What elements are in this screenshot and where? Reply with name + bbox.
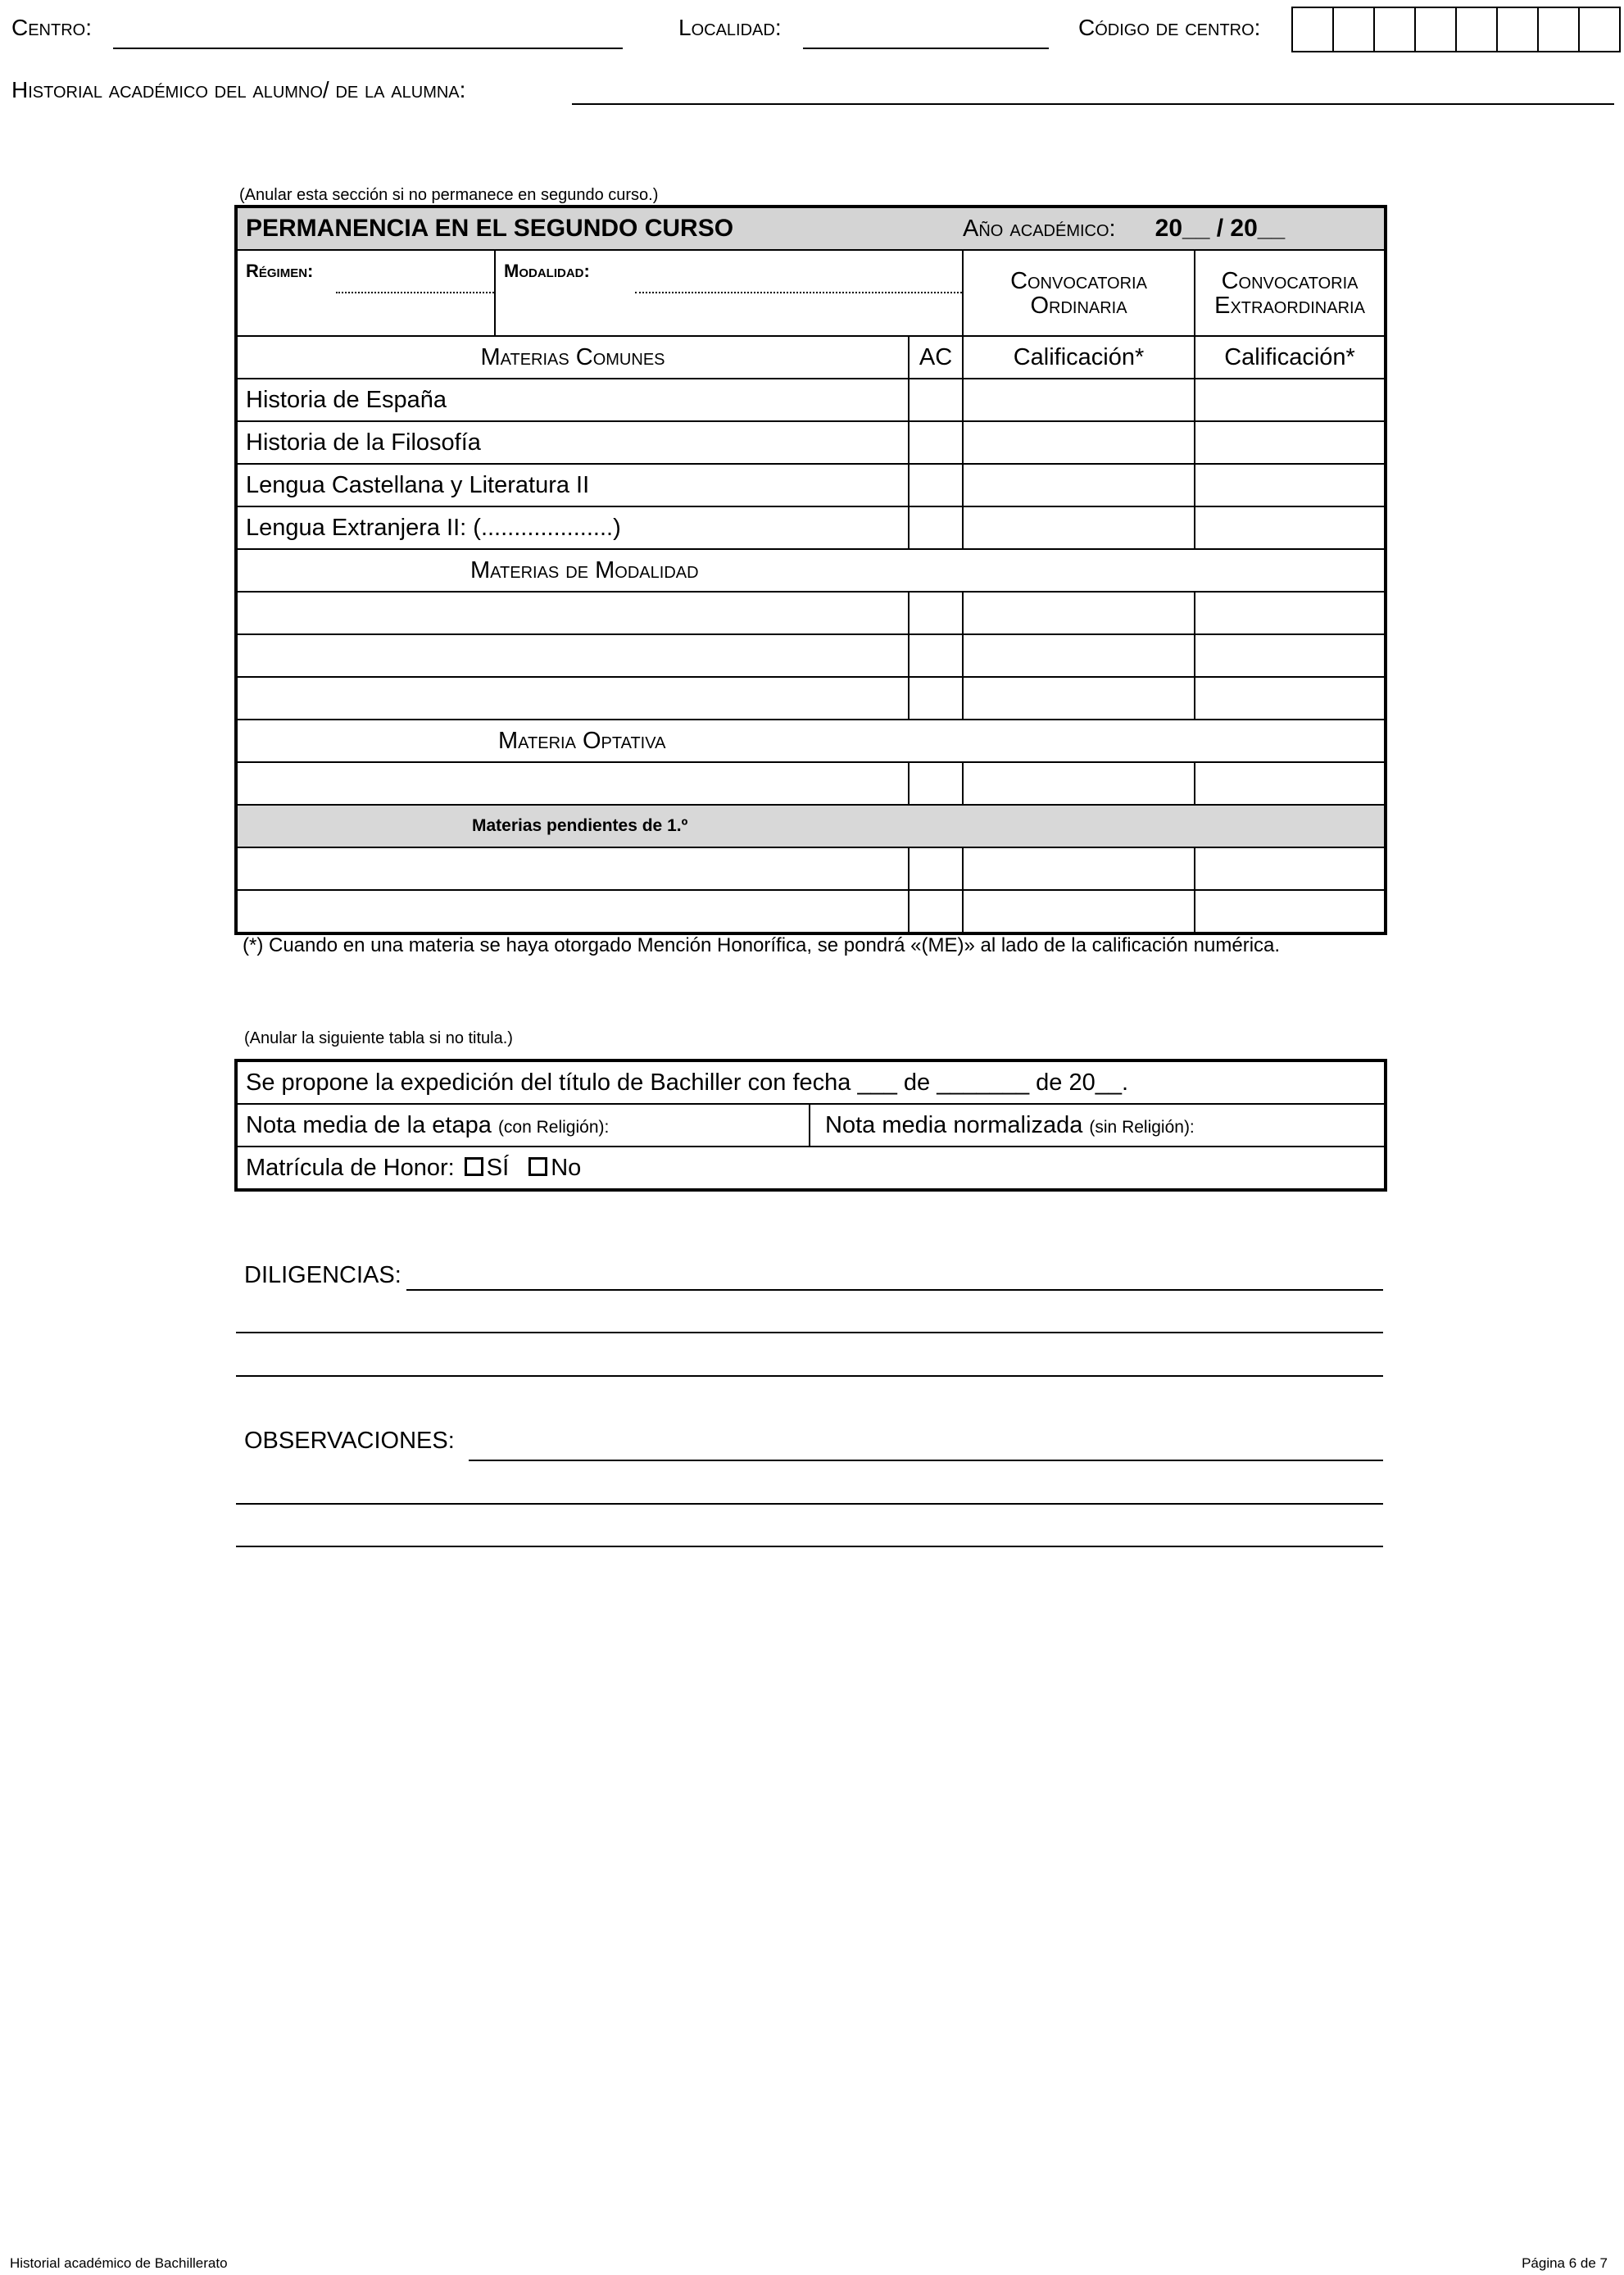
- code-cell[interactable]: [1457, 8, 1498, 51]
- localidad-label: Localidad:: [678, 15, 782, 40]
- observaciones-line[interactable]: [469, 1460, 1383, 1461]
- nota-normalizada-small: (sin Religión):: [1089, 1117, 1195, 1137]
- code-cell[interactable]: [1375, 8, 1416, 51]
- materias-modalidad-header: Materias de Modalidad: [236, 549, 1386, 592]
- historial-field[interactable]: [572, 103, 1614, 105]
- ord-cell[interactable]: [963, 847, 1195, 890]
- table-row: [236, 762, 1386, 805]
- ac-cell[interactable]: [909, 379, 963, 421]
- no-checkbox[interactable]: [528, 1157, 547, 1176]
- materia-cell[interactable]: [236, 762, 909, 805]
- code-cell[interactable]: [1416, 8, 1457, 51]
- ext-cell[interactable]: [1195, 421, 1386, 464]
- ext-cell[interactable]: [1195, 506, 1386, 549]
- section1-note: (Anular esta sección si no permanece en segundo curso.): [239, 186, 659, 204]
- titulo-table: [234, 1059, 1387, 1192]
- materia-name: Lengua Castellana y Literatura II: [236, 464, 909, 506]
- materia-cell[interactable]: [236, 847, 909, 890]
- ord-cell[interactable]: [963, 592, 1195, 634]
- materia-cell[interactable]: [236, 677, 909, 720]
- calificacion-footnote: (*) Cuando en una materia se haya otorgado Mención Honorífica, se pondrá «(ME)» al lado de la calificación numérica.: [243, 934, 1281, 956]
- anio-label: Año académico:: [963, 216, 1116, 242]
- ext-cell[interactable]: [1195, 890, 1386, 933]
- footer-title: Historial académico de Bachillerato: [10, 2255, 228, 2271]
- ext-cell[interactable]: [1195, 677, 1386, 720]
- centro-field[interactable]: [113, 48, 623, 49]
- ext-cell[interactable]: [1195, 592, 1386, 634]
- table-row: [236, 634, 1386, 677]
- ord-cell[interactable]: [963, 762, 1195, 805]
- calificacion-ord-header: Calificación*: [963, 336, 1195, 379]
- page-number: Página 6 de 7: [1522, 2255, 1608, 2271]
- ac-cell[interactable]: [909, 592, 963, 634]
- localidad-field[interactable]: [803, 48, 1049, 49]
- materia-name: Lengua Extranjera II: (....................): [236, 506, 909, 549]
- ext-cell[interactable]: [1195, 379, 1386, 421]
- ord-cell[interactable]: [963, 634, 1195, 677]
- code-cell[interactable]: [1580, 8, 1619, 51]
- centro-label: Centro:: [11, 15, 92, 40]
- codigo-centro-boxes[interactable]: [1291, 7, 1621, 52]
- historial-label: Historial académico del alumno/ de la alumna:: [11, 77, 466, 102]
- section2-note: (Anular la siguiente tabla si no titula.): [244, 1029, 513, 1047]
- regimen-field[interactable]: [336, 292, 494, 293]
- nota-media-small: (con Religión):: [497, 1117, 610, 1137]
- code-cell[interactable]: [1539, 8, 1580, 51]
- ext-cell[interactable]: [1195, 847, 1386, 890]
- materia-name: Historia de la Filosofía: [236, 421, 909, 464]
- ord-cell[interactable]: [963, 379, 1195, 421]
- calificacion-ext-header: Calificación*: [1195, 336, 1386, 379]
- nota-normalizada-label: Nota media normalizada: [825, 1111, 1083, 1138]
- table-row: [236, 506, 1386, 549]
- conv-extraordinaria-line1: Convocatoria: [1221, 267, 1359, 294]
- si-checkbox[interactable]: [465, 1157, 483, 1176]
- ac-header: AC: [909, 336, 963, 379]
- materia-optativa-header: Materia Optativa: [236, 720, 1386, 762]
- ext-cell[interactable]: [1195, 762, 1386, 805]
- materias-comunes-header: Materias Comunes: [236, 336, 909, 379]
- table-row: [236, 379, 1386, 421]
- table-row: [236, 464, 1386, 506]
- table-row: [236, 847, 1386, 890]
- materias-pendientes-header: Materias pendientes de 1.º: [236, 805, 1386, 847]
- ord-cell[interactable]: [963, 464, 1195, 506]
- table-row: [236, 677, 1386, 720]
- materia-cell[interactable]: [236, 592, 909, 634]
- conv-ordinaria-line1: Convocatoria: [1010, 267, 1147, 294]
- conv-extraordinaria-line2: Extraordinaria: [1214, 292, 1365, 319]
- diligencias-label: DILIGENCIAS:: [244, 1262, 401, 1288]
- ord-cell[interactable]: [963, 890, 1195, 933]
- diligencias-line[interactable]: [236, 1332, 1383, 1333]
- observaciones-line[interactable]: [236, 1546, 1383, 1547]
- table-row: [236, 592, 1386, 634]
- observaciones-label: OBSERVACIONES:: [244, 1428, 455, 1454]
- ord-cell[interactable]: [963, 506, 1195, 549]
- ac-cell[interactable]: [909, 421, 963, 464]
- si-label: SÍ: [486, 1154, 510, 1181]
- code-cell[interactable]: [1498, 8, 1539, 51]
- no-label: No: [551, 1154, 582, 1181]
- code-cell[interactable]: [1293, 8, 1334, 51]
- nota-media-label: Nota media de la etapa: [246, 1111, 492, 1138]
- table-row: [236, 421, 1386, 464]
- ac-cell[interactable]: [909, 634, 963, 677]
- ac-cell[interactable]: [909, 677, 963, 720]
- ord-cell[interactable]: [963, 421, 1195, 464]
- anio-value[interactable]: 20__ / 20__: [1154, 215, 1286, 242]
- regimen-label: Régimen:: [246, 261, 314, 281]
- ord-cell[interactable]: [963, 677, 1195, 720]
- table-title: PERMANENCIA EN EL SEGUNDO CURSO: [246, 215, 734, 242]
- ext-cell[interactable]: [1195, 464, 1386, 506]
- materia-cell[interactable]: [236, 890, 909, 933]
- code-cell[interactable]: [1334, 8, 1375, 51]
- table-row: [236, 890, 1386, 933]
- modalidad-field[interactable]: [635, 292, 962, 293]
- ac-cell[interactable]: [909, 890, 963, 933]
- ac-cell[interactable]: [909, 464, 963, 506]
- diligencias-line[interactable]: [236, 1375, 1383, 1377]
- diligencias-line[interactable]: [406, 1289, 1383, 1291]
- permanencia-table: [234, 205, 1387, 935]
- codigo-centro-label: Código de centro:: [1078, 15, 1261, 40]
- materia-cell[interactable]: [236, 634, 909, 677]
- materia-name: Historia de España: [236, 379, 909, 421]
- observaciones-line[interactable]: [236, 1503, 1383, 1505]
- conv-ordinaria-line2: Ordinaria: [1030, 292, 1127, 319]
- ext-cell[interactable]: [1195, 634, 1386, 677]
- ac-cell[interactable]: [909, 762, 963, 805]
- ac-cell[interactable]: [909, 847, 963, 890]
- matricula-honor-label: Matrícula de Honor:: [246, 1154, 455, 1181]
- propone-text: Se propone la expedición del título de Bachiller con fecha ___ de _______ de 20__.: [236, 1060, 1386, 1104]
- ac-cell[interactable]: [909, 506, 963, 549]
- modalidad-label: Modalidad:: [504, 261, 590, 281]
